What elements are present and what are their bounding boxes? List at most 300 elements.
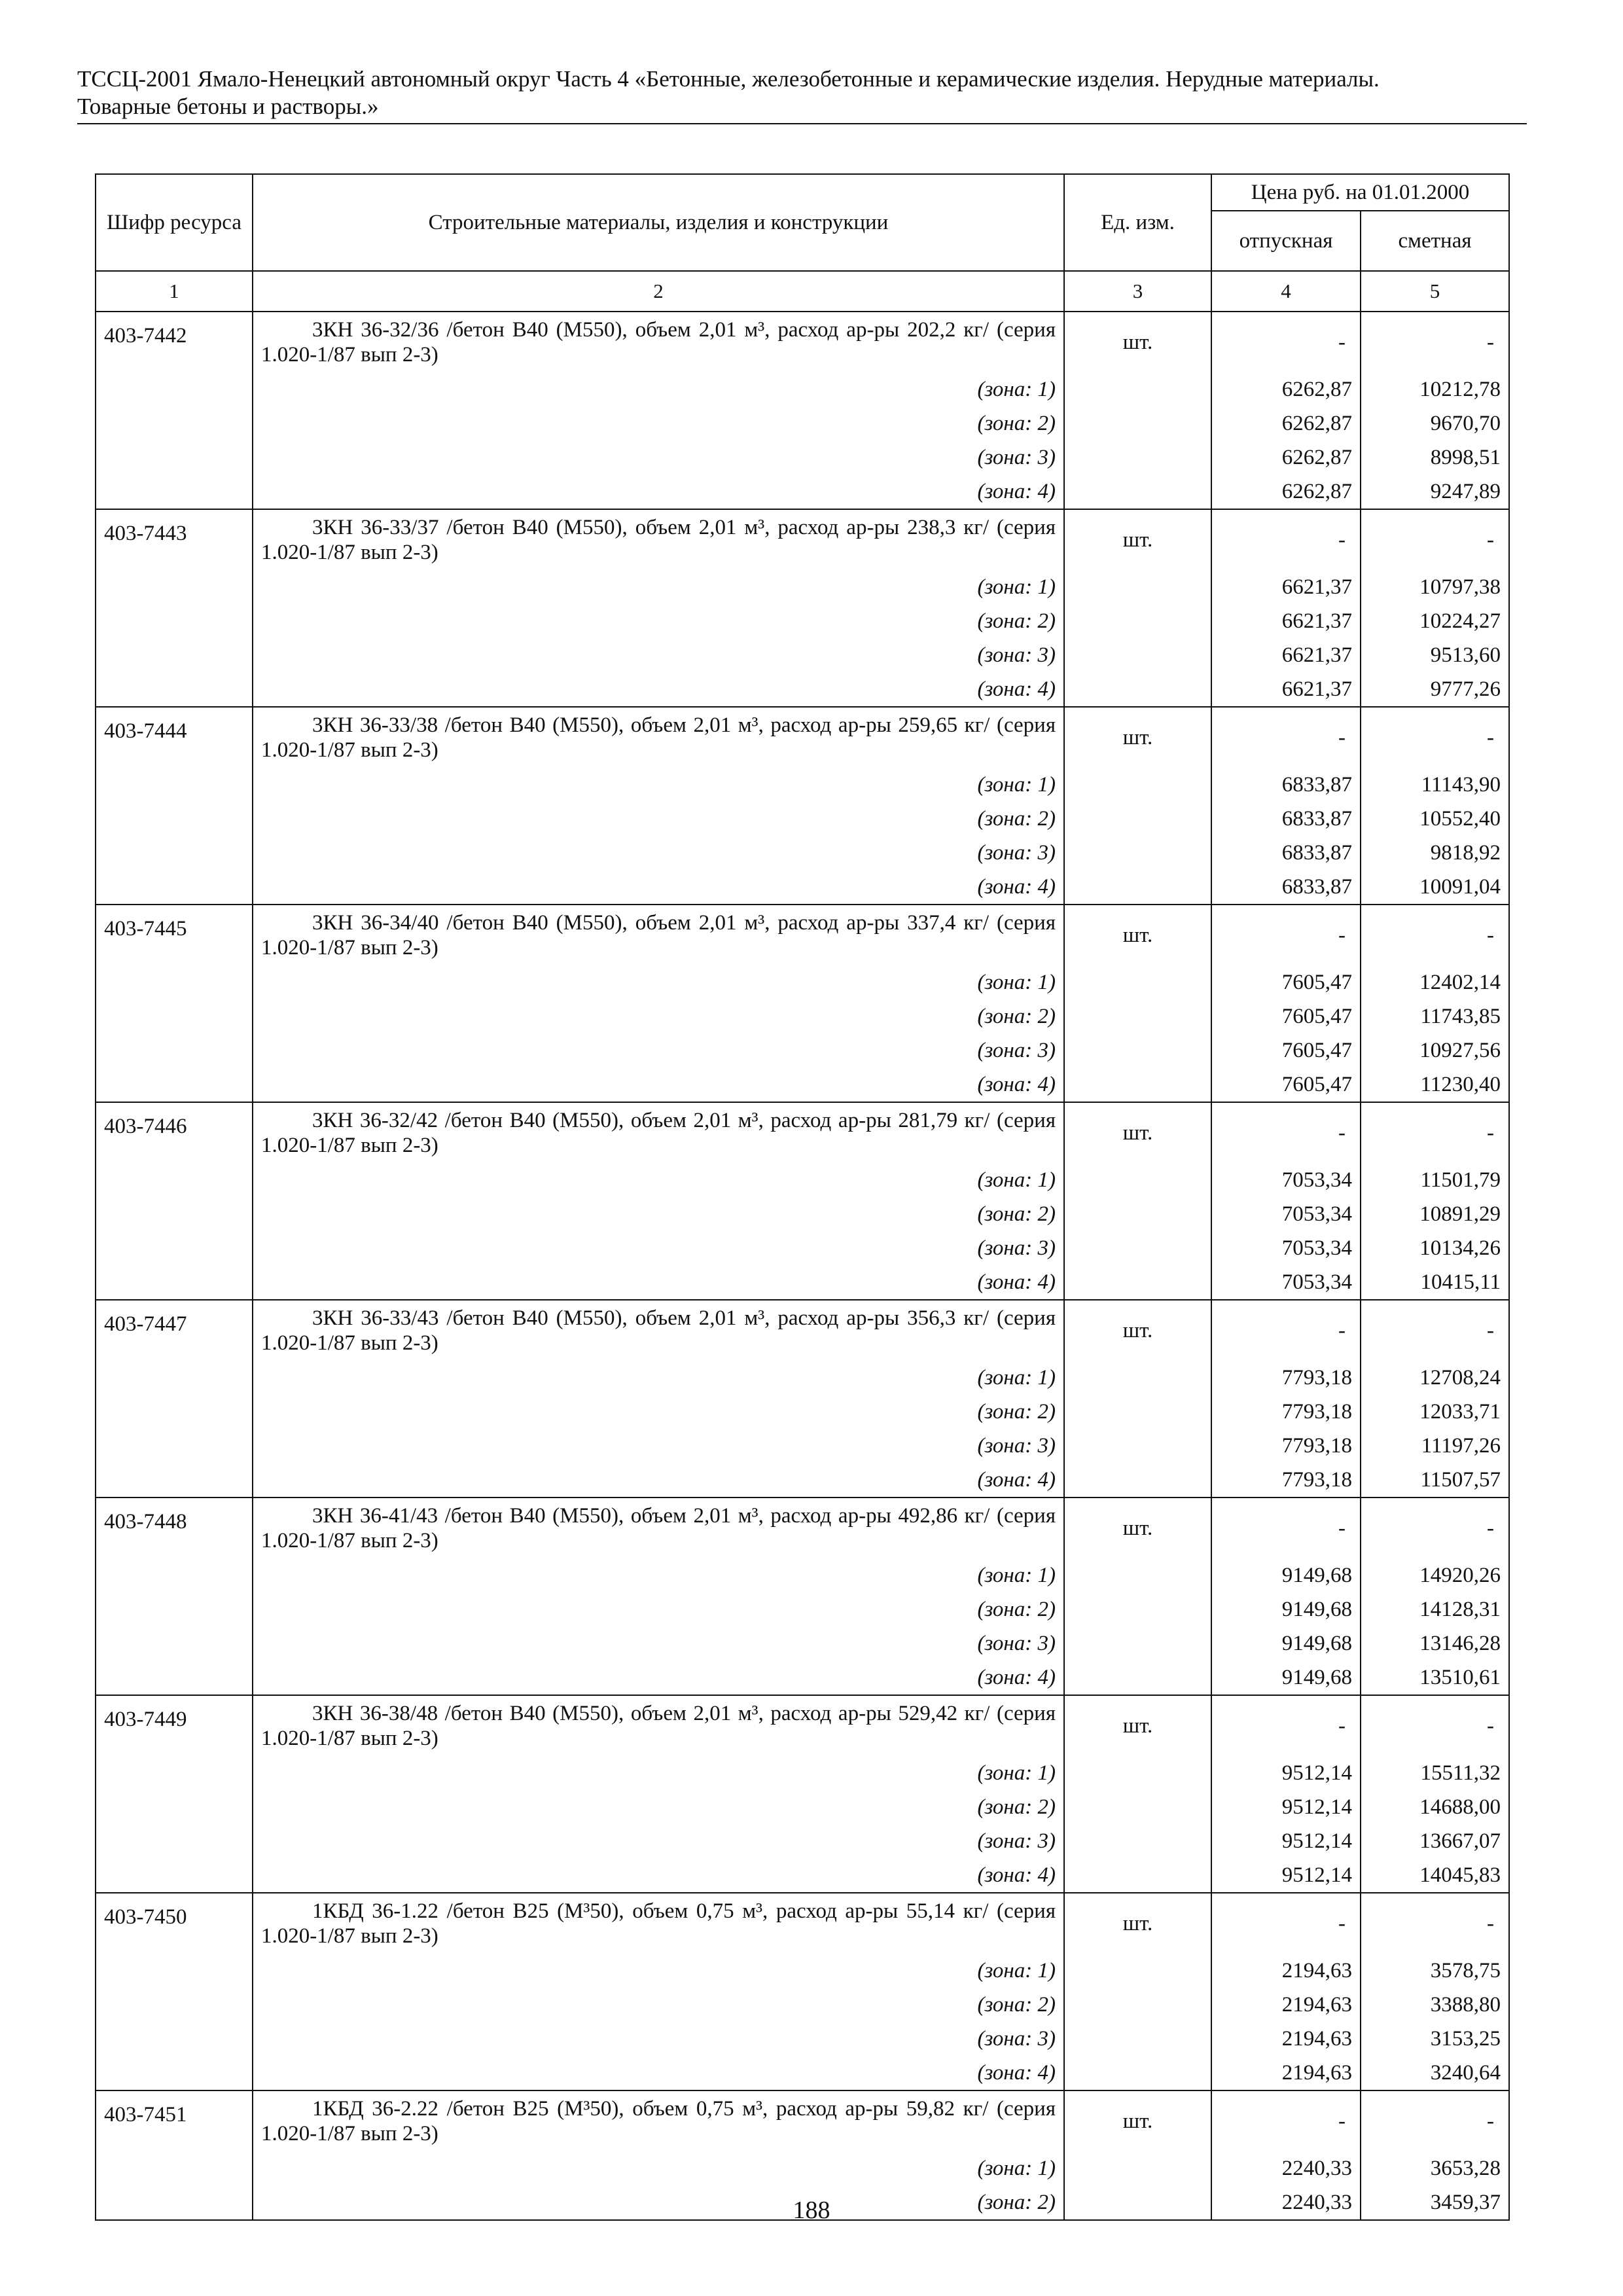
resource-code: 403-7449 (96, 1695, 253, 1756)
estimate-price: 9513,60 (1361, 638, 1509, 672)
resource-unit: шт. (1064, 707, 1211, 768)
release-price: 7605,47 (1211, 1067, 1361, 1102)
release-price: 9149,68 (1211, 1660, 1361, 1695)
zone-row (96, 570, 1509, 604)
resource-unit: шт. (1064, 1498, 1211, 1558)
release-price: - (1211, 1300, 1361, 1361)
empty-cell (1064, 1429, 1211, 1463)
estimate-price: 11143,90 (1361, 768, 1509, 802)
zone-row (96, 836, 1509, 870)
empty-cell (1064, 604, 1211, 638)
zone-label: (зона: 2) (253, 1592, 1064, 1626)
resource-unit: шт. (1064, 1300, 1211, 1361)
zone-row (96, 2056, 1509, 2090)
empty-cell (96, 1429, 253, 1463)
release-price: 6262,87 (1211, 372, 1361, 406)
resource-name: 3КН 36-38/48 /бетон В40 (М550), объем 2,01 м³, расход ар-ры 529,42 кг/ (серия 1.020-1/87 вып 2-3) (253, 1695, 1064, 1756)
release-price: 7793,18 (1211, 1463, 1361, 1498)
zone-label: (зона: 2) (253, 1197, 1064, 1231)
empty-cell (96, 999, 253, 1033)
zone-row (96, 870, 1509, 905)
empty-cell (96, 1858, 253, 1893)
zone-label: (зона: 4) (253, 870, 1064, 905)
zone-label: (зона: 1) (253, 570, 1064, 604)
zone-label: (зона: 3) (253, 1626, 1064, 1660)
empty-cell (1064, 768, 1211, 802)
empty-cell (96, 2151, 253, 2185)
estimate-price: 15511,32 (1361, 1756, 1509, 1790)
zone-row (96, 406, 1509, 440)
column-header-estimate: сметная (1361, 211, 1509, 271)
empty-cell (96, 2056, 253, 2090)
zone-row (96, 1858, 1509, 1893)
resource-name: 1КБД 36-1.22 /бетон В25 (М³50), объем 0,75 м³, расход ар-ры 55,14 кг/ (серия 1.020-1/87 вып 2-3) (253, 1893, 1064, 1954)
estimate-price: - (1361, 905, 1509, 965)
estimate-price: 10552,40 (1361, 802, 1509, 836)
zone-label: (зона: 1) (253, 1954, 1064, 1988)
release-price: 2194,63 (1211, 1954, 1361, 1988)
estimate-price: 3653,28 (1361, 2151, 1509, 2185)
release-price: 9149,68 (1211, 1592, 1361, 1626)
column-number: 5 (1361, 271, 1509, 312)
resource-unit: шт. (1064, 1695, 1211, 1756)
estimate-price: 14128,31 (1361, 1592, 1509, 1626)
release-price: - (1211, 905, 1361, 965)
estimate-price: 10134,26 (1361, 1231, 1509, 1265)
zone-row (96, 1067, 1509, 1102)
resource-code: 403-7448 (96, 1498, 253, 1558)
zone-label: (зона: 3) (253, 1033, 1064, 1067)
estimate-price: 10091,04 (1361, 870, 1509, 905)
empty-cell (1064, 406, 1211, 440)
empty-cell (96, 1033, 253, 1067)
resource-name: 3КН 36-41/43 /бетон В40 (М550), объем 2,01 м³, расход ар-ры 492,86 кг/ (серия 1.020-1/87 вып 2-3) (253, 1498, 1064, 1558)
empty-cell (1064, 1756, 1211, 1790)
empty-cell (1064, 999, 1211, 1033)
estimate-price: 11197,26 (1361, 1429, 1509, 1463)
table-row (96, 1498, 1509, 1558)
zone-label: (зона: 1) (253, 1558, 1064, 1592)
empty-cell (96, 1824, 253, 1858)
estimate-price: 13667,07 (1361, 1824, 1509, 1858)
release-price: 6262,87 (1211, 406, 1361, 440)
release-price: 7793,18 (1211, 1395, 1361, 1429)
zone-row (96, 2151, 1509, 2185)
zone-label: (зона: 2) (253, 1988, 1064, 2022)
empty-cell (96, 1954, 253, 1988)
estimate-price: 3578,75 (1361, 1954, 1509, 1988)
estimate-price: 10415,11 (1361, 1265, 1509, 1300)
empty-cell (96, 1790, 253, 1824)
estimate-price: 12708,24 (1361, 1361, 1509, 1395)
zone-row (96, 2022, 1509, 2056)
zone-row (96, 999, 1509, 1033)
resource-name: 1КБД 36-2.22 /бетон В25 (М³50), объем 0,75 м³, расход ар-ры 59,82 кг/ (серия 1.020-1/87 вып 2-3) (253, 2090, 1064, 2151)
release-price: 6833,87 (1211, 836, 1361, 870)
release-price: 6262,87 (1211, 475, 1361, 509)
empty-cell (1064, 1660, 1211, 1695)
zone-label: (зона: 4) (253, 2056, 1064, 2090)
resource-code: 403-7444 (96, 707, 253, 768)
empty-cell (96, 1067, 253, 1102)
empty-cell (96, 1231, 253, 1265)
estimate-price: 3388,80 (1361, 1988, 1509, 2022)
zone-row (96, 1790, 1509, 1824)
estimate-price: - (1361, 707, 1509, 768)
header-line-1: ТССЦ-2001 Ямало-Ненецкий автономный округ Часть 4 «Бетонные, железобетонные и керамические изделия. Нерудные материалы. (77, 66, 1380, 92)
column-number: 2 (253, 271, 1064, 312)
table-row (96, 1893, 1509, 1954)
zone-label: (зона: 4) (253, 1660, 1064, 1695)
zone-row (96, 802, 1509, 836)
empty-cell (96, 475, 253, 509)
release-price: - (1211, 509, 1361, 570)
column-number: 1 (96, 271, 253, 312)
zone-row (96, 1592, 1509, 1626)
empty-cell (1064, 2151, 1211, 2185)
release-price: 7605,47 (1211, 1033, 1361, 1067)
empty-cell (96, 672, 253, 707)
estimate-price: 10797,38 (1361, 570, 1509, 604)
zone-row (96, 1988, 1509, 2022)
release-price: 7053,34 (1211, 1197, 1361, 1231)
zone-label: (зона: 3) (253, 2022, 1064, 2056)
release-price: 6262,87 (1211, 440, 1361, 475)
empty-cell (1064, 1592, 1211, 1626)
estimate-price: 10891,29 (1361, 1197, 1509, 1231)
zone-row (96, 638, 1509, 672)
column-header-name: Строительные материалы, изделия и конструкции (253, 174, 1064, 271)
empty-cell (96, 965, 253, 999)
empty-cell (1064, 440, 1211, 475)
release-price: 6621,37 (1211, 604, 1361, 638)
empty-cell (1064, 802, 1211, 836)
empty-cell (1064, 1558, 1211, 1592)
table-row (96, 509, 1509, 570)
estimate-price: - (1361, 1893, 1509, 1954)
release-price: 7605,47 (1211, 965, 1361, 999)
estimate-price: - (1361, 1695, 1509, 1756)
zone-row (96, 1463, 1509, 1498)
release-price: 6621,37 (1211, 638, 1361, 672)
zone-row (96, 1824, 1509, 1858)
release-price: - (1211, 1102, 1361, 1163)
empty-cell (1064, 1858, 1211, 1893)
empty-cell (96, 440, 253, 475)
empty-cell (96, 1395, 253, 1429)
zone-label: (зона: 1) (253, 768, 1064, 802)
table-row (96, 707, 1509, 768)
release-price: 9512,14 (1211, 1858, 1361, 1893)
zone-label: (зона: 4) (253, 672, 1064, 707)
empty-cell (1064, 870, 1211, 905)
table-row (96, 2090, 1509, 2151)
column-header-price: Цена руб. на 01.01.2000 (1211, 174, 1509, 211)
release-price: - (1211, 1695, 1361, 1756)
release-price: 2240,33 (1211, 2151, 1361, 2185)
release-price: - (1211, 1498, 1361, 1558)
zone-label: (зона: 3) (253, 638, 1064, 672)
estimate-price: 13146,28 (1361, 1626, 1509, 1660)
resource-code: 403-7451 (96, 2090, 253, 2151)
zone-row (96, 440, 1509, 475)
page-header (77, 65, 1527, 124)
estimate-price: 3240,64 (1361, 2056, 1509, 2090)
release-price: 7793,18 (1211, 1361, 1361, 1395)
empty-cell (96, 406, 253, 440)
empty-cell (96, 638, 253, 672)
empty-cell (96, 1197, 253, 1231)
resource-code: 403-7443 (96, 509, 253, 570)
release-price: 6833,87 (1211, 870, 1361, 905)
release-price: 2240,33 (1211, 2185, 1361, 2220)
empty-cell (1064, 2022, 1211, 2056)
empty-cell (1064, 1395, 1211, 1429)
column-header-unit: Ед. изм. (1064, 174, 1211, 271)
zone-row (96, 1361, 1509, 1395)
resource-name: 3КН 36-33/43 /бетон В40 (М550), объем 2,01 м³, расход ар-ры 356,3 кг/ (серия 1.020-1/87 вып 2-3) (253, 1300, 1064, 1361)
empty-cell (1064, 372, 1211, 406)
zone-label: (зона: 1) (253, 1361, 1064, 1395)
release-price: 9512,14 (1211, 1756, 1361, 1790)
release-price: 6621,37 (1211, 672, 1361, 707)
empty-cell (1064, 1463, 1211, 1498)
release-price: - (1211, 2090, 1361, 2151)
zone-label: (зона: 3) (253, 1824, 1064, 1858)
zone-row (96, 1163, 1509, 1197)
release-price: 6833,87 (1211, 768, 1361, 802)
zone-row (96, 965, 1509, 999)
zone-row (96, 1660, 1509, 1695)
zone-label: (зона: 2) (253, 604, 1064, 638)
empty-cell (1064, 1790, 1211, 1824)
zone-row (96, 1033, 1509, 1067)
empty-cell (1064, 638, 1211, 672)
estimate-price: - (1361, 1102, 1509, 1163)
estimate-price: 3153,25 (1361, 2022, 1509, 2056)
zone-label: (зона: 3) (253, 836, 1064, 870)
zone-label: (зона: 4) (253, 1858, 1064, 1893)
release-price: 2194,63 (1211, 2022, 1361, 2056)
zone-row (96, 1197, 1509, 1231)
resource-name: 3КН 36-33/37 /бетон В40 (М550), объем 2,01 м³, расход ар-ры 238,3 кг/ (серия 1.020-1/87 вып 2-3) (253, 509, 1064, 570)
empty-cell (96, 372, 253, 406)
empty-cell (1064, 965, 1211, 999)
zone-row (96, 672, 1509, 707)
release-price: 9149,68 (1211, 1558, 1361, 1592)
resource-name: 3КН 36-32/36 /бетон В40 (М550), объем 2,01 м³, расход ар-ры 202,2 кг/ (серия 1.020-1/87 вып 2-3) (253, 312, 1064, 372)
empty-cell (1064, 570, 1211, 604)
resource-name: 3КН 36-33/38 /бетон В40 (М550), объем 2,01 м³, расход ар-ры 259,65 кг/ (серия 1.020-1/87 вып 2-3) (253, 707, 1064, 768)
release-price: 9512,14 (1211, 1790, 1361, 1824)
table-row (96, 1695, 1509, 1756)
release-price: 2194,63 (1211, 1988, 1361, 2022)
zone-label: (зона: 1) (253, 2151, 1064, 2185)
zone-row (96, 1231, 1509, 1265)
zone-row (96, 1265, 1509, 1300)
empty-cell (1064, 1265, 1211, 1300)
empty-cell (1064, 1824, 1211, 1858)
estimate-price: 11507,57 (1361, 1463, 1509, 1498)
price-table (95, 173, 1510, 2221)
zone-label: (зона: 4) (253, 1463, 1064, 1498)
resource-code: 403-7445 (96, 905, 253, 965)
empty-cell (1064, 672, 1211, 707)
empty-cell (96, 1660, 253, 1695)
empty-cell (1064, 1954, 1211, 1988)
release-price: 6621,37 (1211, 570, 1361, 604)
page-number: 188 (793, 2197, 830, 2224)
estimate-price: 10224,27 (1361, 604, 1509, 638)
resource-name: 3КН 36-34/40 /бетон В40 (М550), объем 2,01 м³, расход ар-ры 337,4 кг/ (серия 1.020-1/87 вып 2-3) (253, 905, 1064, 965)
zone-row (96, 475, 1509, 509)
empty-cell (1064, 2056, 1211, 2090)
release-price: 6833,87 (1211, 802, 1361, 836)
empty-cell (1064, 1361, 1211, 1395)
empty-cell (96, 1558, 253, 1592)
zone-label: (зона: 2) (253, 999, 1064, 1033)
zone-row (96, 372, 1509, 406)
table-row (96, 1300, 1509, 1361)
zone-label: (зона: 3) (253, 1231, 1064, 1265)
zone-label: (зона: 4) (253, 1265, 1064, 1300)
release-price: - (1211, 312, 1361, 372)
estimate-price: 9777,26 (1361, 672, 1509, 707)
resource-name: 3КН 36-32/42 /бетон В40 (М550), объем 2,01 м³, расход ар-ры 281,79 кг/ (серия 1.020-1/87 вып 2-3) (253, 1102, 1064, 1163)
estimate-price: - (1361, 312, 1509, 372)
estimate-price: 12402,14 (1361, 965, 1509, 999)
estimate-price: - (1361, 2090, 1509, 2151)
empty-cell (1064, 1033, 1211, 1067)
resource-code: 403-7450 (96, 1893, 253, 1954)
empty-cell (96, 2022, 253, 2056)
empty-cell (1064, 1231, 1211, 1265)
zone-label: (зона: 3) (253, 1429, 1064, 1463)
release-price: - (1211, 707, 1361, 768)
zone-row (96, 1954, 1509, 1988)
estimate-price: 11743,85 (1361, 999, 1509, 1033)
resource-code: 403-7442 (96, 312, 253, 372)
empty-cell (96, 1988, 253, 2022)
empty-cell (96, 870, 253, 905)
release-price: 7053,34 (1211, 1265, 1361, 1300)
empty-cell (1064, 1197, 1211, 1231)
empty-cell (96, 1756, 253, 1790)
zone-row (96, 1626, 1509, 1660)
estimate-price: 3459,37 (1361, 2185, 1509, 2220)
estimate-price: 9670,70 (1361, 406, 1509, 440)
table-row (96, 1102, 1509, 1163)
zone-label: (зона: 4) (253, 1067, 1064, 1102)
resource-unit: шт. (1064, 1893, 1211, 1954)
zone-label: (зона: 3) (253, 440, 1064, 475)
release-price: 7793,18 (1211, 1429, 1361, 1463)
resource-code: 403-7447 (96, 1300, 253, 1361)
release-price: 2194,63 (1211, 2056, 1361, 2090)
zone-label: (зона: 2) (253, 802, 1064, 836)
zone-label: (зона: 1) (253, 1163, 1064, 1197)
empty-cell (96, 570, 253, 604)
empty-cell (96, 1626, 253, 1660)
zone-label: (зона: 1) (253, 1756, 1064, 1790)
release-price: 7053,34 (1211, 1231, 1361, 1265)
resource-code: 403-7446 (96, 1102, 253, 1163)
table-body (96, 312, 1509, 2220)
estimate-price: 14920,26 (1361, 1558, 1509, 1592)
release-price: - (1211, 1893, 1361, 1954)
empty-cell (96, 1361, 253, 1395)
estimate-price: - (1361, 509, 1509, 570)
estimate-price: 11230,40 (1361, 1067, 1509, 1102)
empty-cell (1064, 475, 1211, 509)
zone-label: (зона: 2) (253, 2185, 1064, 2220)
zone-label: (зона: 2) (253, 1790, 1064, 1824)
zone-label: (зона: 2) (253, 1395, 1064, 1429)
table-row (96, 312, 1509, 372)
resource-unit: шт. (1064, 905, 1211, 965)
estimate-price: 8998,51 (1361, 440, 1509, 475)
release-price: 7605,47 (1211, 999, 1361, 1033)
zone-label: (зона: 4) (253, 475, 1064, 509)
empty-cell (96, 1592, 253, 1626)
empty-cell (1064, 1163, 1211, 1197)
zone-label: (зона: 2) (253, 406, 1064, 440)
empty-cell (96, 836, 253, 870)
zone-row (96, 1558, 1509, 1592)
empty-cell (96, 768, 253, 802)
empty-cell (96, 1265, 253, 1300)
zone-row (96, 1756, 1509, 1790)
empty-cell (1064, 1988, 1211, 2022)
empty-cell (1064, 836, 1211, 870)
estimate-price: 10927,56 (1361, 1033, 1509, 1067)
estimate-price: 12033,71 (1361, 1395, 1509, 1429)
table-row (96, 905, 1509, 965)
zone-label: (зона: 1) (253, 965, 1064, 999)
release-price: 9512,14 (1211, 1824, 1361, 1858)
zone-row (96, 768, 1509, 802)
header-line-2: Товарные бетоны и растворы.» (77, 94, 379, 119)
release-price: 7053,34 (1211, 1163, 1361, 1197)
empty-cell (1064, 1626, 1211, 1660)
estimate-price: 14688,00 (1361, 1790, 1509, 1824)
estimate-price: 10212,78 (1361, 372, 1509, 406)
resource-unit: шт. (1064, 1102, 1211, 1163)
estimate-price: 13510,61 (1361, 1660, 1509, 1695)
estimate-price: 9247,89 (1361, 475, 1509, 509)
resource-unit: шт. (1064, 509, 1211, 570)
column-header-release: отпускная (1211, 211, 1361, 271)
empty-cell (96, 604, 253, 638)
resource-unit: шт. (1064, 312, 1211, 372)
zone-row (96, 604, 1509, 638)
empty-cell (96, 1463, 253, 1498)
column-number: 3 (1064, 271, 1211, 312)
zone-row (96, 1429, 1509, 1463)
estimate-price: 11501,79 (1361, 1163, 1509, 1197)
estimate-price: - (1361, 1300, 1509, 1361)
estimate-price: 14045,83 (1361, 1858, 1509, 1893)
column-header-code: Шифр ресурса (96, 174, 253, 271)
zone-label: (зона: 1) (253, 372, 1064, 406)
estimate-price: 9818,92 (1361, 836, 1509, 870)
column-number: 4 (1211, 271, 1361, 312)
resource-unit: шт. (1064, 2090, 1211, 2151)
empty-cell (96, 802, 253, 836)
empty-cell (96, 1163, 253, 1197)
empty-cell (1064, 1067, 1211, 1102)
release-price: 9149,68 (1211, 1626, 1361, 1660)
